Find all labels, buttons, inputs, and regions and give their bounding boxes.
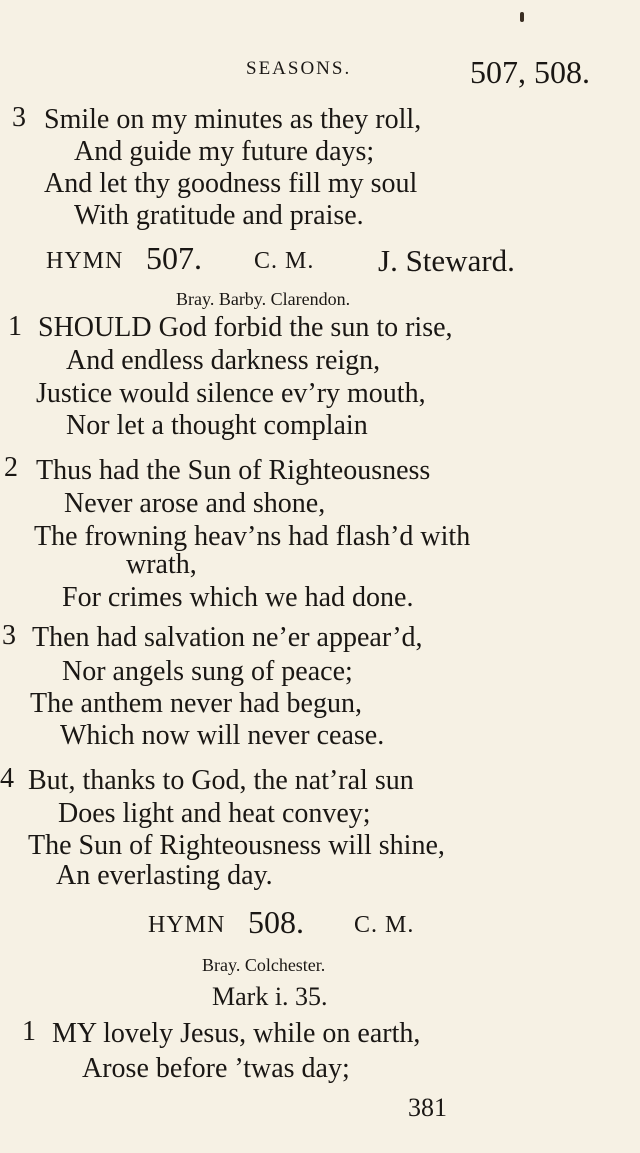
stanza-number: 3 bbox=[2, 620, 16, 651]
verse-line: Then had salvation ne’er appear’d, bbox=[32, 622, 423, 653]
verse-line: Nor let a thought complain bbox=[66, 410, 368, 441]
first-word: MY bbox=[52, 1018, 97, 1049]
page-number: 381 bbox=[408, 1093, 447, 1122]
verse-line: And guide my future days; bbox=[74, 136, 375, 167]
stanza-number: 3 bbox=[12, 102, 26, 133]
verse-line: An everlasting day. bbox=[56, 860, 273, 891]
hymn-meter: C. M. bbox=[254, 248, 315, 274]
stanza-number: 2 bbox=[4, 452, 18, 483]
hymn-number: 507. bbox=[146, 240, 202, 276]
stanza-number: 1 bbox=[22, 1016, 36, 1047]
verse-line: Does light and heat convey; bbox=[58, 798, 371, 829]
hymn-label: HYMN bbox=[148, 912, 226, 938]
verse-line: Which now will never cease. bbox=[60, 720, 385, 751]
verse-line: wrath, bbox=[126, 549, 197, 580]
stanza-number: 4 bbox=[0, 763, 14, 794]
verse-line: The anthem never had begun, bbox=[30, 688, 362, 719]
verse-line: Thus had the Sun of Righteousness bbox=[36, 455, 431, 486]
verse-line: The frowning heav’ns had flash’d with bbox=[34, 521, 471, 552]
verse-line: With gratitude and praise. bbox=[74, 200, 364, 231]
first-word: SHOULD bbox=[38, 312, 152, 343]
scripture-reference: Mark i. 35. bbox=[212, 982, 328, 1011]
verse-line: For crimes which we had done. bbox=[62, 582, 414, 613]
hymn-meter: C. M. bbox=[354, 912, 415, 938]
ink-speck bbox=[520, 12, 524, 22]
running-header-hymn-numbers: 507, 508. bbox=[470, 54, 590, 90]
first-line-rest: God forbid the sun to rise, bbox=[158, 312, 453, 343]
hymn-label: HYMN bbox=[46, 248, 124, 274]
verse-line: Justice would silence ev’ry mouth, bbox=[36, 378, 426, 409]
verse-line: Smile on my minutes as they roll, bbox=[44, 104, 422, 135]
verse-line: And endless darkness reign, bbox=[66, 345, 381, 376]
stanza-number: 1 bbox=[8, 311, 22, 342]
hymn-number: 508. bbox=[248, 904, 304, 940]
hymn-author: J. Steward. bbox=[378, 243, 515, 278]
verse-line: The Sun of Righteousness will shine, bbox=[28, 830, 445, 861]
tune-names: Bray. Barby. Clarendon. bbox=[176, 289, 351, 309]
verse-line: But, thanks to God, the nat’ral sun bbox=[28, 765, 414, 796]
running-header-title: SEASONS. bbox=[246, 58, 352, 79]
verse-line: And let thy goodness fill my soul bbox=[44, 168, 418, 199]
first-line-rest: lovely Jesus, while on earth, bbox=[103, 1018, 421, 1049]
verse-line bbox=[38, 312, 453, 344]
verse-line: Never arose and shone, bbox=[64, 488, 326, 519]
verse-line bbox=[52, 1018, 420, 1050]
tune-names: Bray. Colchester. bbox=[202, 955, 326, 975]
verse-line: Arose before ’twas day; bbox=[82, 1053, 350, 1084]
verse-line: Nor angels sung of peace; bbox=[62, 656, 353, 687]
